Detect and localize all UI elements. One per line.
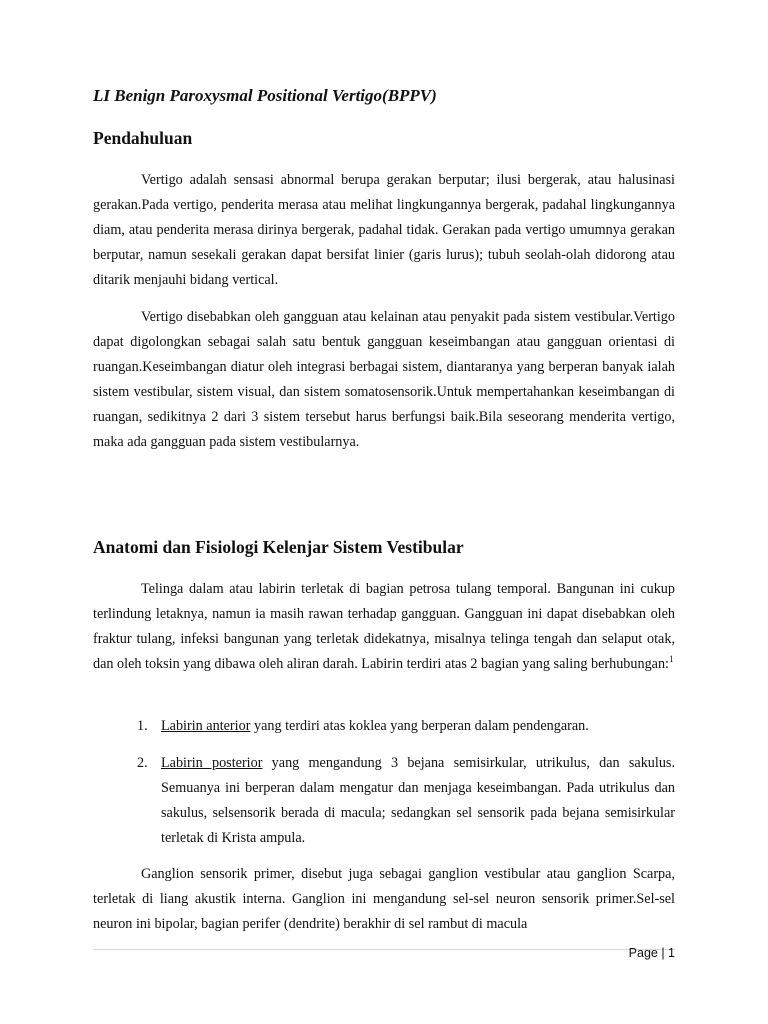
list-item-term: Labirin posterior xyxy=(161,755,263,771)
page-number: Page | 1 xyxy=(628,946,675,960)
paragraph-vertigo-cause: Vertigo disebabkan oleh gangguan atau kelainan atau penyakit pada sistem vestibular.Vertigo dapat digolongkan sebagai salah satu bentuk gangguan keseimbangan atau gangguan orientasi di ruangan.Keseimbangan diatur oleh integrasi berbagai sistem, diantaranya yang berperan banyak ialah sistem vestibular, sistem visual, dan sistem somatosensorik.Untuk mempertahankan keseimbangan di ruangan, sedikitnya 2 dari 3 sistem tersebut harus berfungsi baik.Bila seseorang menderita vertigo, maka ada gangguan pada sistem vestibularnya. xyxy=(93,309,675,450)
list-item-number: 1. xyxy=(137,718,148,734)
list-item-text: yang mengandung 3 bejana semisirkular, utrikulus, dan sakulus. Semuanya ini berperan dalam mengatur dan menjaga keseimbangan. Pada utrikulus dan sakulus, selsensorik berada di macula; sedangkan sel sensorik pada bejana semisirkular terletak di Krista ampula. xyxy=(161,755,675,846)
footnote-ref: 1 xyxy=(669,654,674,664)
paragraph-labirin-intro-text: Telinga dalam atau labirin terletak di bagian petrosa tulang temporal. Bangunan ini cukup terlindung letaknya, namun ia masih rawan terhadap gangguan. Gangguan ini dapat disebabkan oleh fraktur tulang, infeksi bangunan yang terletak didekatnya, misalnya telinga tengah dan selaput otak, dan oleh toksin yang dibawa oleh aliran darah. Labirin terdiri atas 2 bagian yang saling berhubungan: xyxy=(93,581,675,672)
document-title: LI Benign Paroxysmal Positional Vertigo(BPPV) xyxy=(93,86,437,105)
footer-rule xyxy=(93,949,675,950)
paragraph-vertigo-definition: Vertigo adalah sensasi abnormal berupa gerakan berputar; ilusi bergerak, atau halusinasi gerakan.Pada vertigo, penderita merasa atau melihat lingkungannya bergerak, padahal lingkungannya diam, atau penderita merasa dirinya bergerak, padahal tidak. Gerakan pada vertigo umumnya gerakan berputar, namun sesekali gerakan dapat bersifat linier (garis lurus); tubuh seolah-olah didorong atau ditarik menjauhi bidang vertical. xyxy=(93,172,675,288)
list-item-term: Labirin anterior xyxy=(161,718,251,734)
section-heading-pendahuluan: Pendahuluan xyxy=(93,128,193,148)
list-item-number: 2. xyxy=(137,755,148,771)
list-item-text: yang terdiri atas koklea yang berperan dalam pendengaran. xyxy=(250,718,589,734)
list-item xyxy=(137,751,675,851)
list-item xyxy=(137,714,675,739)
paragraph-ganglion: Ganglion sensorik primer, disebut juga sebagai ganglion vestibular atau ganglion Scarpa, terletak di liang akustik interna. Ganglion ini mengandung sel-sel neuron sensorik primer.Sel-sel neuron ini bipolar, bagian perifer (dendrite) berakhir di sel rambut di macula xyxy=(93,866,675,932)
paragraph-labirin-intro xyxy=(93,577,675,677)
section-heading-anatomi: Anatomi dan Fisiologi Kelenjar Sistem Vestibular xyxy=(93,537,464,557)
